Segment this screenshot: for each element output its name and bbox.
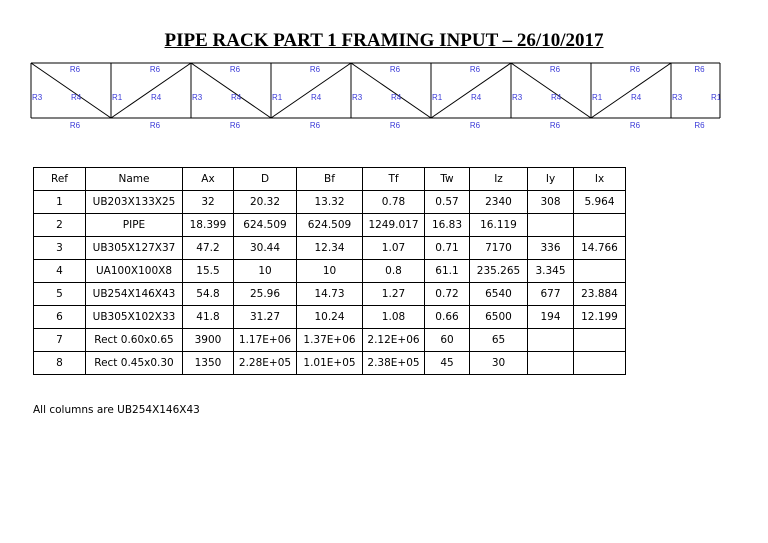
table-cell: 16.119 bbox=[470, 214, 528, 237]
table-row bbox=[34, 329, 626, 352]
table-cell: 336 bbox=[528, 237, 574, 260]
member-label-bottom: R6 bbox=[229, 121, 241, 130]
table-cell: 30.44 bbox=[234, 237, 297, 260]
table-cell: 12.34 bbox=[297, 237, 363, 260]
table-cell: 1.07 bbox=[363, 237, 425, 260]
table-body bbox=[34, 191, 626, 375]
column-header-ax: Ax bbox=[183, 168, 234, 191]
table-cell: 3 bbox=[34, 237, 86, 260]
column-header-name: Name bbox=[86, 168, 183, 191]
table-cell: 0.57 bbox=[425, 191, 470, 214]
table-cell bbox=[574, 329, 626, 352]
table-cell: 308 bbox=[528, 191, 574, 214]
member-label-left: R3 bbox=[512, 93, 523, 102]
columns-note: All columns are UB254X146X43 bbox=[33, 404, 200, 416]
section-properties-table bbox=[33, 167, 626, 375]
member-label-left: R1 bbox=[112, 93, 123, 102]
member-label-right: R4 bbox=[231, 93, 242, 102]
table-cell: 0.8 bbox=[363, 260, 425, 283]
table-cell bbox=[574, 260, 626, 283]
member-label-right: R4 bbox=[551, 93, 562, 102]
member-label-bottom: R6 bbox=[69, 121, 81, 130]
table-cell bbox=[528, 352, 574, 375]
table-cell: 8 bbox=[34, 352, 86, 375]
table-cell: 5.964 bbox=[574, 191, 626, 214]
member-label-right: R4 bbox=[471, 93, 482, 102]
member-label-left: R1 bbox=[592, 93, 603, 102]
table-cell: 12.199 bbox=[574, 306, 626, 329]
member-label-top: R6 bbox=[549, 65, 561, 74]
column-header-ref: Ref bbox=[34, 168, 86, 191]
table-cell: UB305X127X37 bbox=[86, 237, 183, 260]
table-row bbox=[34, 306, 626, 329]
table-cell: 14.73 bbox=[297, 283, 363, 306]
member-label-top: R6 bbox=[629, 65, 641, 74]
table-cell: 1.17E+06 bbox=[234, 329, 297, 352]
table-cell: 4 bbox=[34, 260, 86, 283]
table-cell: 1 bbox=[34, 191, 86, 214]
table-cell: 1.08 bbox=[363, 306, 425, 329]
member-label-left: R3 bbox=[672, 93, 683, 102]
member-label-right: R4 bbox=[311, 93, 322, 102]
table-cell: UB254X146X43 bbox=[86, 283, 183, 306]
table-cell: 624.509 bbox=[297, 214, 363, 237]
column-header-ix: Ix bbox=[574, 168, 626, 191]
table-cell: 3900 bbox=[183, 329, 234, 352]
page-title: PIPE RACK PART 1 FRAMING INPUT – 26/10/2017 bbox=[164, 30, 604, 51]
member-label-bottom: R6 bbox=[389, 121, 401, 130]
table-cell: 7 bbox=[34, 329, 86, 352]
table-cell: UB203X133X25 bbox=[86, 191, 183, 214]
table-cell: 16.83 bbox=[425, 214, 470, 237]
table-cell: 2.12E+06 bbox=[363, 329, 425, 352]
table-cell: 6540 bbox=[470, 283, 528, 306]
table-row bbox=[34, 260, 626, 283]
table-cell bbox=[574, 214, 626, 237]
member-label-left: R1 bbox=[272, 93, 283, 102]
table-cell: 2.28E+05 bbox=[234, 352, 297, 375]
table-cell: 47.2 bbox=[183, 237, 234, 260]
table-cell: 54.8 bbox=[183, 283, 234, 306]
table-cell: 1350 bbox=[183, 352, 234, 375]
table-cell: 1.37E+06 bbox=[297, 329, 363, 352]
member-label-left: R3 bbox=[32, 93, 43, 102]
member-label-bottom: R6 bbox=[469, 121, 481, 130]
column-header-tw: Tw bbox=[425, 168, 470, 191]
table-cell: 2340 bbox=[470, 191, 528, 214]
member-label-right: R1 bbox=[711, 93, 722, 102]
table-cell: 60 bbox=[425, 329, 470, 352]
table-cell: 624.509 bbox=[234, 214, 297, 237]
table-cell: PIPE bbox=[86, 214, 183, 237]
member-label-bottom: R6 bbox=[309, 121, 321, 130]
table-cell: 7170 bbox=[470, 237, 528, 260]
table-cell: 18.399 bbox=[183, 214, 234, 237]
table-header-row bbox=[34, 168, 626, 191]
table-cell: 10 bbox=[234, 260, 297, 283]
member-label-bottom: R6 bbox=[629, 121, 641, 130]
table-cell: 1.01E+05 bbox=[297, 352, 363, 375]
table-cell: 0.72 bbox=[425, 283, 470, 306]
table-cell: 20.32 bbox=[234, 191, 297, 214]
table-cell: UB305X102X33 bbox=[86, 306, 183, 329]
table-cell: 13.32 bbox=[297, 191, 363, 214]
member-label-top: R6 bbox=[69, 65, 81, 74]
table-cell: 41.8 bbox=[183, 306, 234, 329]
table-cell: Rect 0.60x0.65 bbox=[86, 329, 183, 352]
table-cell: 10.24 bbox=[297, 306, 363, 329]
table-cell bbox=[528, 214, 574, 237]
member-label-top: R6 bbox=[469, 65, 481, 74]
table-row bbox=[34, 352, 626, 375]
table-cell: 65 bbox=[470, 329, 528, 352]
column-header-iz: Iz bbox=[470, 168, 528, 191]
member-label-right: R4 bbox=[71, 93, 82, 102]
table-cell: 45 bbox=[425, 352, 470, 375]
table-cell: 1249.017 bbox=[363, 214, 425, 237]
table-cell: 5 bbox=[34, 283, 86, 306]
table-cell: 0.78 bbox=[363, 191, 425, 214]
column-header-iy: Iy bbox=[528, 168, 574, 191]
table-cell: Rect 0.45x0.30 bbox=[86, 352, 183, 375]
table-cell: 31.27 bbox=[234, 306, 297, 329]
member-label-bottom: R6 bbox=[549, 121, 561, 130]
member-label-bottom: R6 bbox=[149, 121, 161, 130]
column-header-d: D bbox=[234, 168, 297, 191]
member-label-top: R6 bbox=[309, 65, 321, 74]
table-row bbox=[34, 283, 626, 306]
member-label-top: R6 bbox=[389, 65, 401, 74]
table-cell bbox=[528, 329, 574, 352]
column-header-bf: Bf bbox=[297, 168, 363, 191]
table-cell: 2 bbox=[34, 214, 86, 237]
table-cell: 194 bbox=[528, 306, 574, 329]
member-label-left: R3 bbox=[352, 93, 363, 102]
table-row bbox=[34, 191, 626, 214]
table-cell bbox=[574, 352, 626, 375]
member-label-top: R6 bbox=[694, 65, 705, 74]
member-label-right: R4 bbox=[631, 93, 642, 102]
member-label-right: R4 bbox=[391, 93, 402, 102]
member-label-bottom: R6 bbox=[694, 121, 705, 130]
member-label-left: R1 bbox=[432, 93, 443, 102]
table-cell: 677 bbox=[528, 283, 574, 306]
table-cell: UA100X100X8 bbox=[86, 260, 183, 283]
table-cell: 15.5 bbox=[183, 260, 234, 283]
table-cell: 32 bbox=[183, 191, 234, 214]
table-cell: 14.766 bbox=[574, 237, 626, 260]
member-label-top: R6 bbox=[149, 65, 161, 74]
table-cell: 10 bbox=[297, 260, 363, 283]
table-cell: 25.96 bbox=[234, 283, 297, 306]
member-label-left: R3 bbox=[192, 93, 203, 102]
table-cell: 6500 bbox=[470, 306, 528, 329]
table-cell: 61.1 bbox=[425, 260, 470, 283]
frame-diagram bbox=[0, 60, 768, 132]
column-header-tf: Tf bbox=[363, 168, 425, 191]
table-cell: 23.884 bbox=[574, 283, 626, 306]
member-label-top: R6 bbox=[229, 65, 241, 74]
member-label-right: R4 bbox=[151, 93, 162, 102]
table-cell: 30 bbox=[470, 352, 528, 375]
table-cell: 3.345 bbox=[528, 260, 574, 283]
table-cell: 235.265 bbox=[470, 260, 528, 283]
table-cell: 2.38E+05 bbox=[363, 352, 425, 375]
table-cell: 6 bbox=[34, 306, 86, 329]
table-cell: 1.27 bbox=[363, 283, 425, 306]
table-cell: 0.71 bbox=[425, 237, 470, 260]
table-row bbox=[34, 237, 626, 260]
table-cell: 0.66 bbox=[425, 306, 470, 329]
table-row bbox=[34, 214, 626, 237]
